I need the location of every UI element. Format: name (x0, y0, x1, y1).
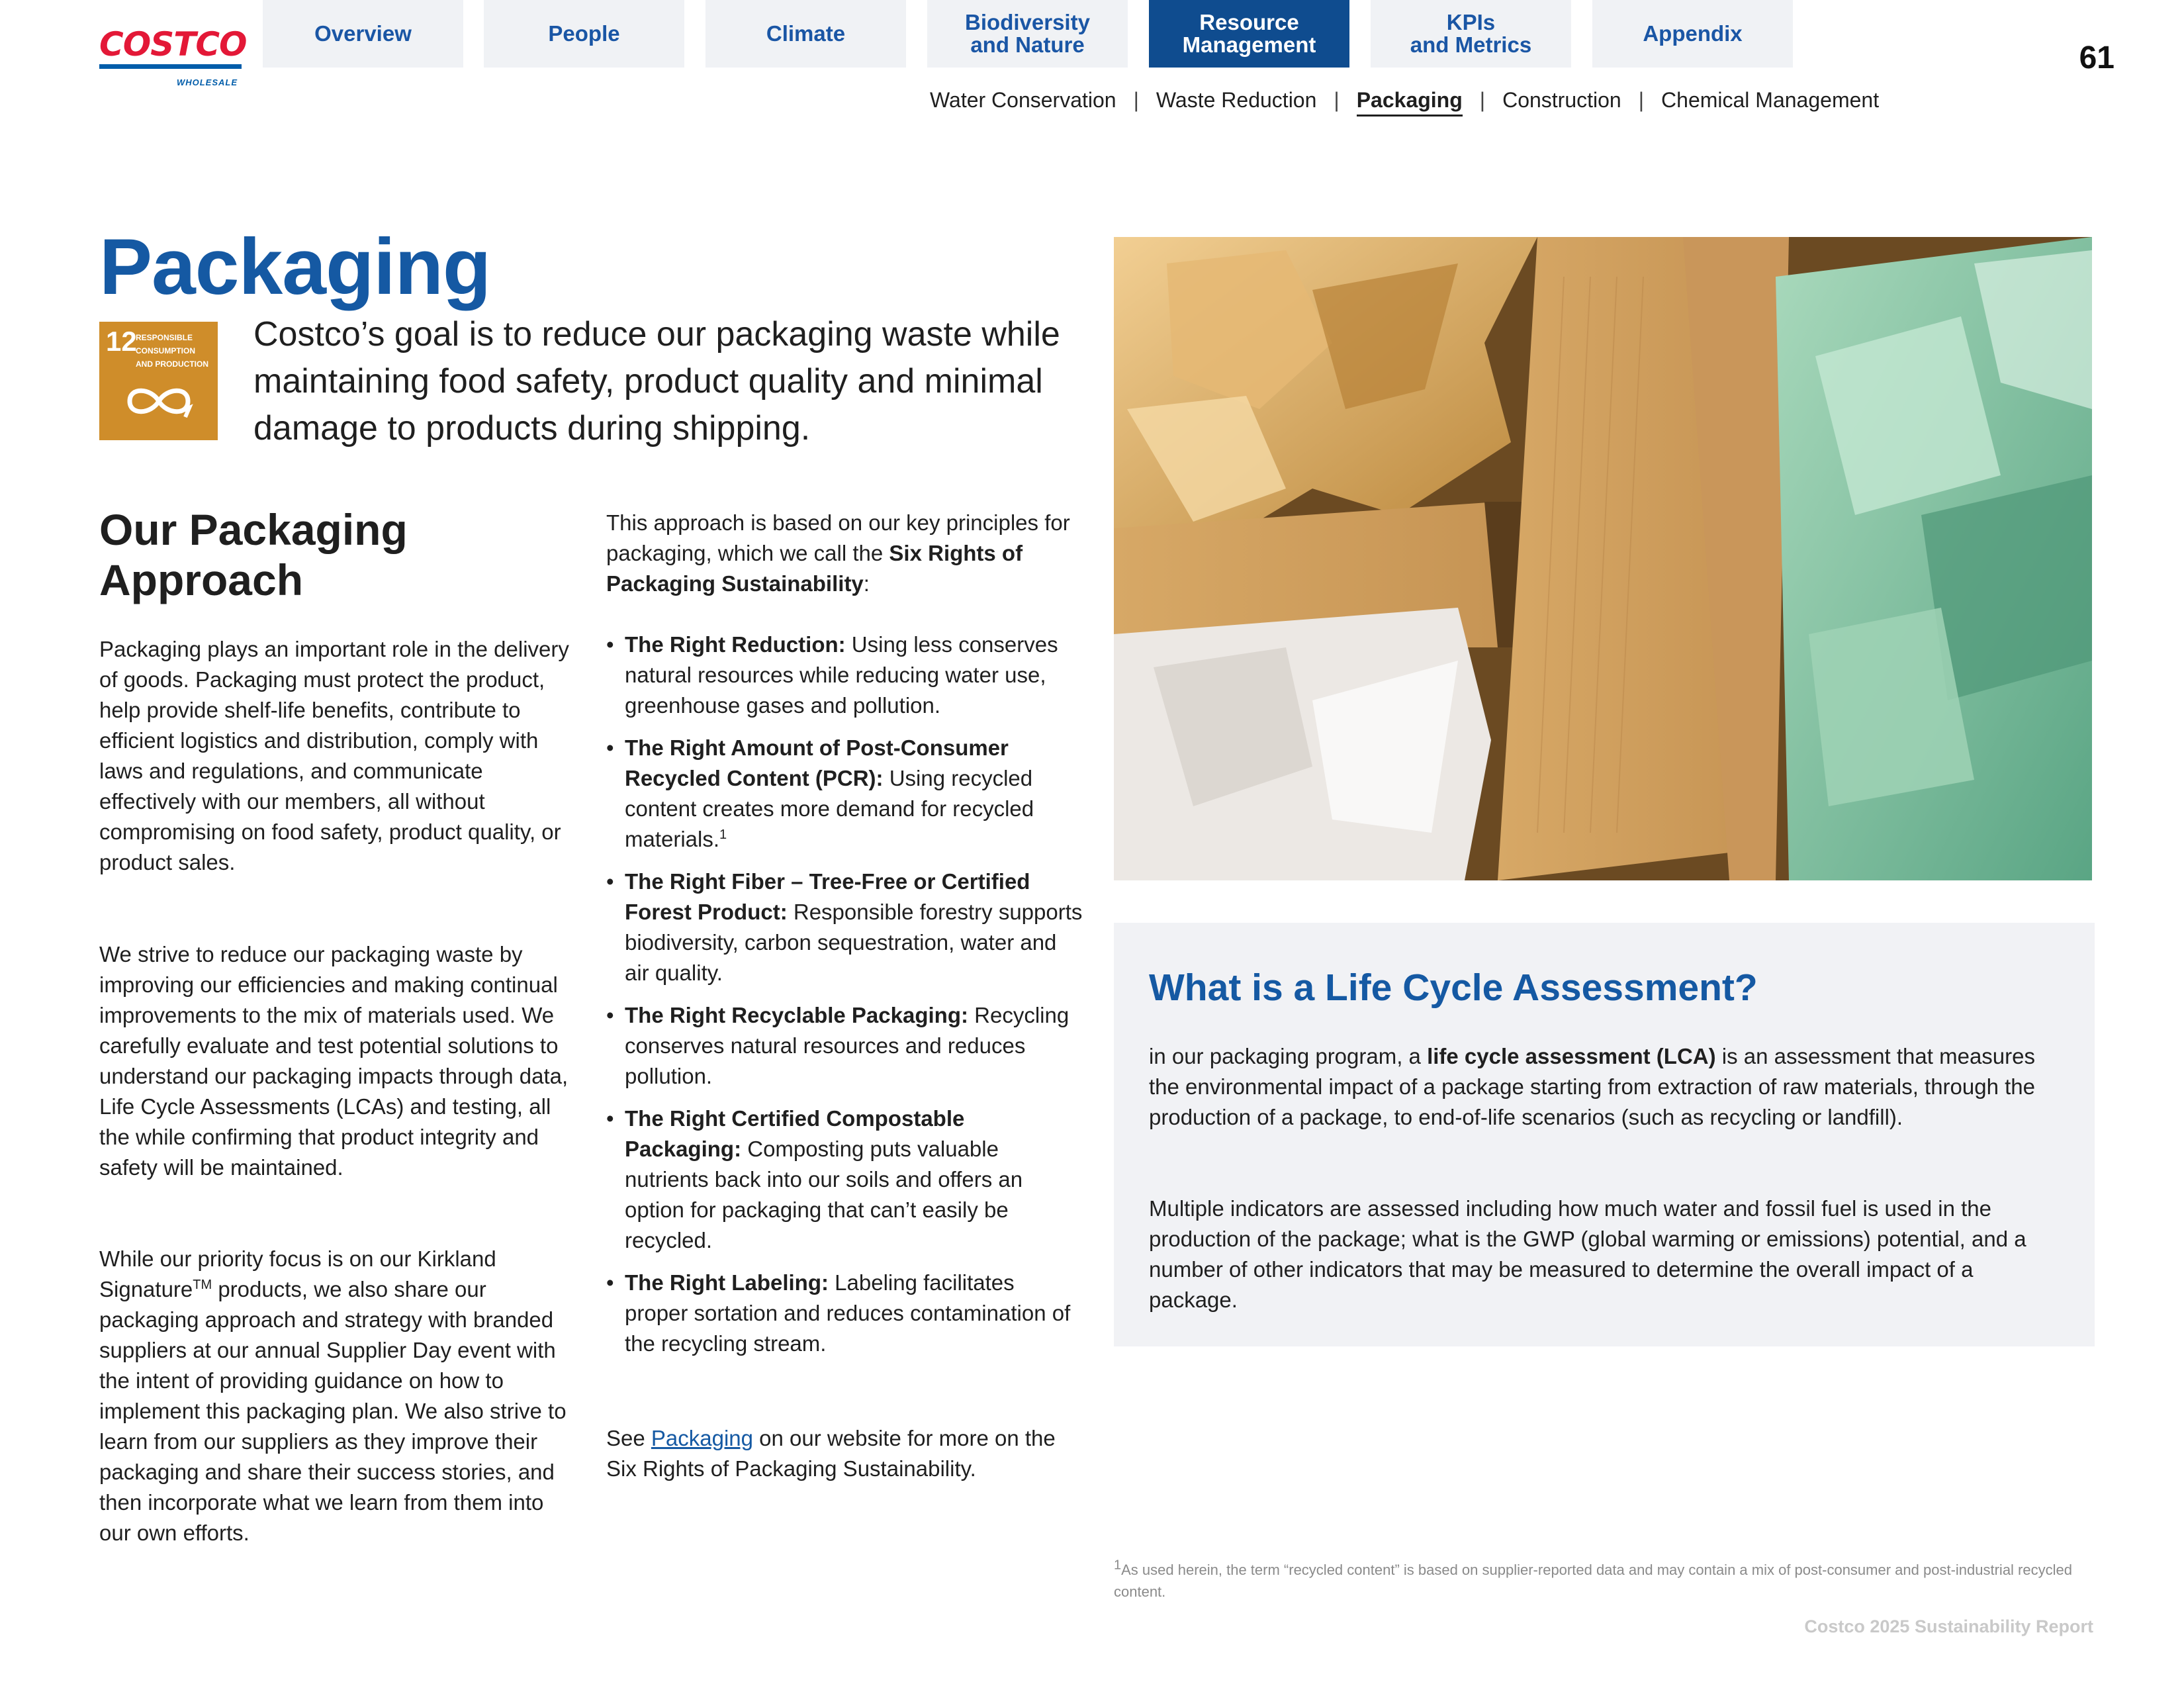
trademark-mark: TM (193, 1278, 212, 1292)
approach-paragraph-3 (99, 1244, 576, 1548)
text-span: While our priority focus is on our Kirkland Signature (99, 1246, 496, 1301)
lca-paragraph-1 (1149, 1041, 2036, 1133)
goal-statement: Costco’s goal is to reduce our packaging waste while maintaining food safety, product quality and minimal damage to products during shipping. (253, 315, 1060, 447)
list-item (606, 1103, 1083, 1256)
text-span: on our website for more on the Six Rights of Packaging Sustainability. (606, 1426, 1056, 1481)
lca-term: life cycle assessment (LCA) (1427, 1044, 1716, 1068)
tab-label: Resource Management (1182, 10, 1316, 57)
principle-title: The Right Recyclable Packaging: (625, 1003, 968, 1027)
logo-bar (99, 64, 242, 69)
subnav-water-conservation[interactable]: Water Conservation (930, 88, 1116, 112)
tab-label: Climate (766, 21, 846, 46)
text-span: See (606, 1426, 651, 1450)
footnote-ref: 1 (719, 827, 727, 842)
footnote-text: As used herein, the term “recycled content” is based on supplier-reported data and may contain a mix of post-consumer and post-industrial recycled content. (1114, 1562, 2072, 1600)
tab-label: People (548, 21, 620, 46)
sdg-label-line: AND PRODUCTION (136, 359, 208, 369)
logo-wordmark: COSTCO (99, 25, 247, 64)
tab-label: Biodiversity and Nature (965, 10, 1090, 57)
tab-climate[interactable] (705, 0, 906, 68)
text-span: : (863, 571, 870, 596)
infinity-icon (122, 381, 196, 421)
principle-title: The Right Certified Compostable Packaging: (625, 1106, 965, 1161)
principles-list (606, 630, 1083, 1371)
text-span: This approach is based on our key principles for packaging, which we call the (606, 510, 1070, 565)
subnav-waste-reduction[interactable]: Waste Reduction (1156, 88, 1317, 112)
packaging-link[interactable]: Packaging (651, 1426, 753, 1450)
costco-logo[interactable] (99, 25, 247, 87)
sdg-label-line: RESPONSIBLE (136, 333, 193, 342)
lca-paragraph-2: Multiple indicators are assessed including how much water and fossil fuel is used in the production of the package; what is the GWP (global warming or emissions) potential, and a number of other indicators that may be measured to determine the overall impact of a package. (1149, 1196, 2026, 1312)
list-item (606, 630, 1083, 721)
tab-appendix[interactable] (1592, 0, 1793, 68)
sdg-label (136, 331, 214, 371)
tab-biodiversity[interactable] (927, 0, 1128, 68)
subnav-chemical-management[interactable]: Chemical Management (1661, 88, 1880, 112)
subnav-separator: | (1133, 88, 1139, 112)
text-span: is an assessment that measures the environmental impact of a package starting from extraction of raw materials, through the production of a package, to end-of-life scenarios (such as recycling or landfill). (1149, 1044, 2035, 1129)
page-title: Packaging (99, 222, 491, 311)
tab-label: Appendix (1643, 21, 1743, 46)
list-item (606, 1000, 1083, 1092)
approach-paragraph-1: Packaging plays an important role in the delivery of goods. Packaging must protect the product, help provide shelf-life benefits, contribute to efficient logistics and distribution, comply with laws and regulations, and communicate effectively with our members, all without compromising on food safety, product quality, or product sales. (99, 637, 569, 874)
list-item (606, 733, 1083, 855)
footnote (1114, 1559, 2093, 1603)
subnav-separator: | (1638, 88, 1645, 112)
subnav-separator: | (1334, 88, 1340, 112)
subnav-packaging[interactable]: Packaging (1357, 88, 1463, 117)
list-item (606, 867, 1083, 988)
tab-overview[interactable] (263, 0, 463, 68)
approach-paragraph-2: We strive to reduce our packaging waste by improving our efficiencies and making continual improvements to the mix of materials used. We carefully evaluate and test potential solutions to understand our packaging impacts through data, Life Cycle Assessments (LCAs) and testing, all the while confirming that product integrity and safety will be maintained. (99, 942, 569, 1180)
text-span: products, we also share our packaging approach and strategy with branded suppliers at our annual Supplier Day event with the intent of providing guidance on how to implement this packaging plan. We also strive to learn from our suppliers as they improve their packaging and share their success stories, and then incorporate what we learn from them into our own efforts. (99, 1277, 567, 1545)
principle-title: The Right Fiber – Tree-Free or Certified Forest Product: (625, 869, 1030, 924)
packaging-illustration (1114, 237, 2092, 880)
tab-kpis[interactable] (1371, 0, 1571, 68)
lca-heading: What is a Life Cycle Assessment? (1149, 966, 1758, 1009)
principle-text: Using less conserves natural resources while reducing water use, greenhouse gases and pollution. (625, 632, 1058, 718)
list-item (606, 1268, 1083, 1359)
tab-label: KPIs and Metrics (1410, 10, 1532, 57)
principle-text: Using recycled content creates more demand for recycled materials. (625, 766, 1034, 851)
packaging-photo (1114, 237, 2092, 880)
subnav-construction[interactable]: Construction (1502, 88, 1621, 112)
principle-text: Composting puts valuable nutrients back into our soils and offers an option for packaging that can’t easily be recycled. (625, 1137, 1023, 1252)
sub-navigation (930, 88, 1879, 117)
sdg-number: 12 (106, 326, 137, 357)
logo-subtext: WHOLESALE (176, 77, 238, 87)
text-span: in our packaging program, a (1149, 1044, 1428, 1068)
principle-text: Responsible forestry supports biodiversity, carbon sequestration, water and air quality. (625, 900, 1083, 985)
principle-title: The Right Amount of Post-Consumer Recycled Content (PCR): (625, 735, 1009, 790)
sdg-label-line: CONSUMPTION (136, 346, 195, 355)
tab-people[interactable] (484, 0, 684, 68)
principles-intro (606, 508, 1083, 599)
principles-name: Six Rights of Packaging Sustainability (606, 541, 1023, 596)
page-number: 61 (2079, 40, 2115, 75)
heading-line: Our Packaging (99, 505, 408, 554)
tab-label: Overview (314, 21, 412, 46)
principle-text: Labeling facilitates proper sortation and reduces contamination of the recycling stream. (625, 1270, 1071, 1356)
sdg-12-badge (99, 322, 218, 440)
footnote-mark: 1 (1114, 1558, 1122, 1573)
subnav-separator: | (1479, 88, 1486, 112)
tab-resource-management[interactable] (1149, 0, 1349, 68)
section-heading (99, 504, 408, 605)
report-footer: Costco 2025 Sustainability Report (1804, 1617, 2093, 1636)
principle-title: The Right Reduction: (625, 632, 846, 657)
principle-title: The Right Labeling: (625, 1270, 829, 1295)
heading-line: Approach (99, 555, 304, 604)
see-also (606, 1423, 1083, 1484)
principle-text: Recycling conserves natural resources and reduces pollution. (625, 1003, 1069, 1088)
